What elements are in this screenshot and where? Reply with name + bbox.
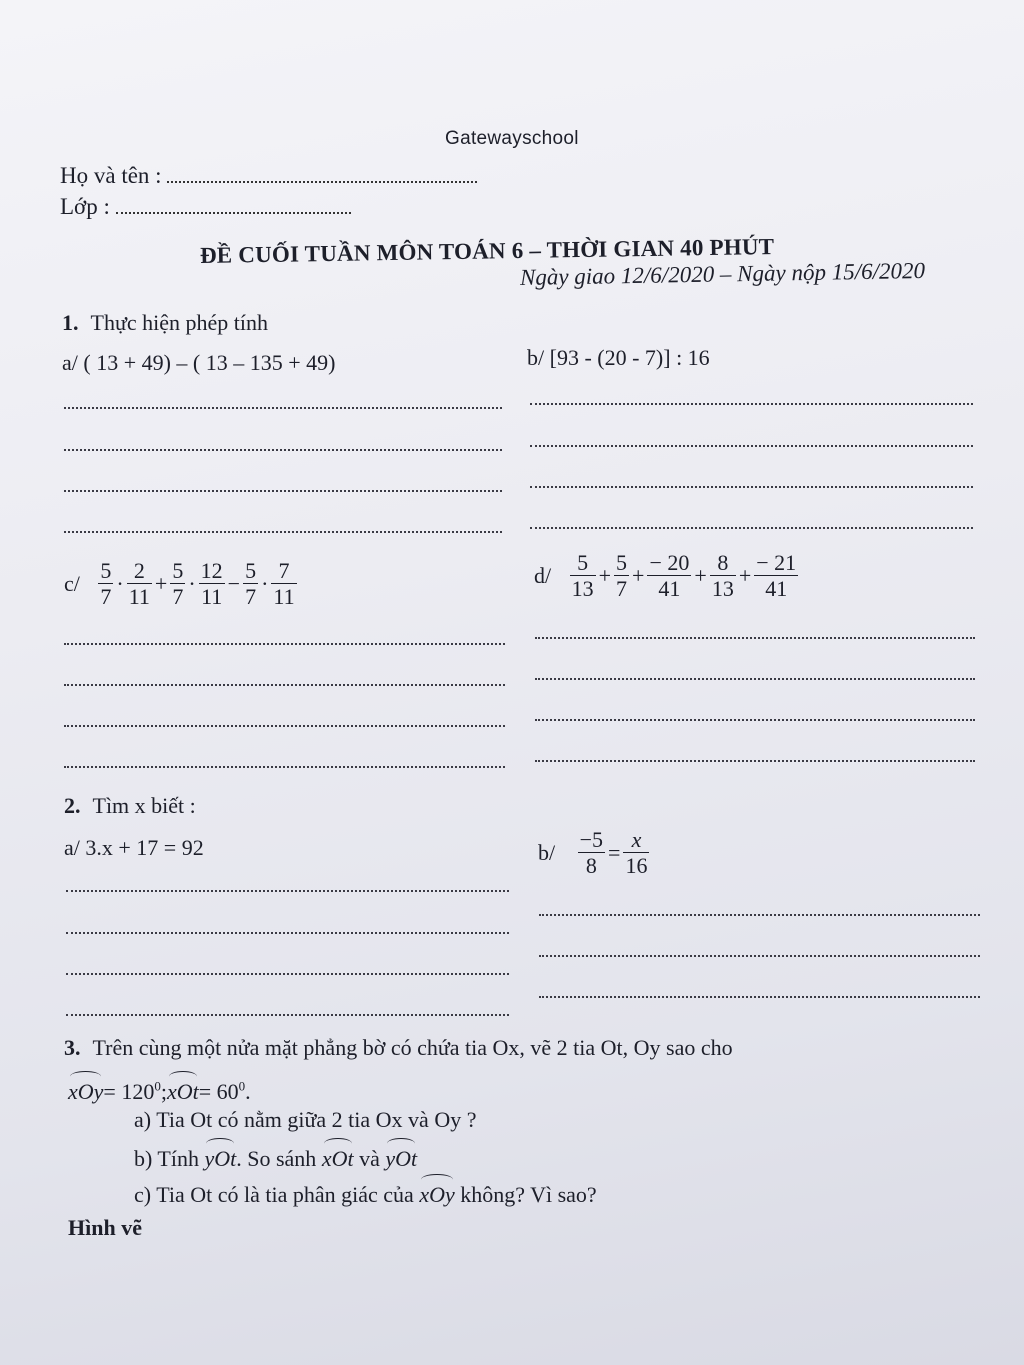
answer-line <box>64 449 502 451</box>
answer-line <box>530 403 973 405</box>
answer-line <box>64 643 505 645</box>
class-blank <box>116 198 351 214</box>
answer-line <box>530 527 973 529</box>
fraction: $\frac{8}{13}$ <box>711 550 734 602</box>
q1-part-c: c/ $\frac{5}{7}$ · $\frac{2}{11}$ + $\frac{5}{7}$ · $\frac{12}{11}$ − $\frac{5}{7}$ · $\frac{7}{11}$ <box>64 558 295 610</box>
q1-part-d: d/ $\frac{5}{13}$ + $\frac{5}{7}$ + $\frac{- 20}{41}$ + $\frac{8}{13}$ + $\frac{- 21}{41}$ <box>534 550 797 602</box>
answer-line <box>535 760 975 762</box>
angle-xoy: xOy <box>68 1075 103 1105</box>
q2-part-a: a/ 3.x + 17 = 92 <box>64 835 204 860</box>
answer-line <box>64 684 505 686</box>
q3-number: 3. <box>64 1035 81 1060</box>
angle-yot: yOt <box>385 1142 417 1172</box>
assignment-dates: Ngày giao 12/6/2020 – Ngày nộp 15/6/2020 <box>519 257 926 290</box>
answer-line <box>66 1014 509 1016</box>
fraction: $\frac{- 20}{41}$ <box>649 550 690 602</box>
name-field <box>60 163 477 189</box>
q1-c-label: c/ <box>64 570 80 596</box>
answer-line <box>66 932 509 934</box>
fraction: $\frac{7}{11}$ <box>273 558 295 610</box>
answer-line <box>535 719 975 721</box>
answer-line <box>64 766 505 768</box>
answer-line <box>530 445 973 447</box>
fraction: $\frac{5}{7}$ <box>100 558 112 610</box>
answer-line <box>539 955 980 957</box>
page-title: ĐỀ CUỐI TUẦN MÔN TOÁN 6 – THỜI GIAN 40 PHÚT <box>199 233 775 268</box>
q3-statement <box>64 1035 964 1061</box>
fraction: $\frac{-5}{8}$ <box>579 827 604 879</box>
fraction: $\frac{5}{7}$ <box>616 550 628 602</box>
answer-line <box>64 490 502 492</box>
answer-line <box>64 725 505 727</box>
answer-line <box>535 637 975 639</box>
fraction: $\frac{2}{11}$ <box>128 558 150 610</box>
fraction: $\frac{- 21}{41}$ <box>756 550 797 602</box>
q1-part-a: a/ ( 13 + 49) – ( 13 – 135 + 49) <box>62 350 336 375</box>
name-blank <box>167 167 477 183</box>
answer-line <box>64 531 502 533</box>
angle-yot: yOt <box>204 1142 236 1172</box>
answer-line <box>530 486 973 488</box>
figure-label: Hình vẽ <box>68 1215 142 1240</box>
q2-title: Tìm x biết : <box>92 793 196 818</box>
angle-xot: xOt <box>322 1142 354 1172</box>
q3-item-b: b) Tính yOt. So sánh xOt và yOt <box>134 1142 417 1172</box>
q2-b-label: b/ <box>538 839 556 865</box>
class-field <box>60 194 351 220</box>
q1-part-b: b/ [93 - (20 - 7)] : 16 <box>527 345 710 370</box>
answer-line <box>66 890 509 892</box>
q1-heading <box>62 310 268 336</box>
fraction: $\frac{x}{16}$ <box>625 827 648 879</box>
answer-line <box>539 996 980 998</box>
class-label: Lớp : <box>60 194 110 219</box>
q3-given: $xOy= 120^0;xOt= 60^0$. <box>68 1075 251 1105</box>
angle-xoy: xOy <box>419 1178 454 1208</box>
name-label: Họ và tên : <box>60 163 162 188</box>
angle-xot: xOt <box>167 1075 199 1105</box>
q3-text: Trên cùng một nửa mặt phẳng bờ có chứa tia Ox, vẽ 2 tia Ot, Oy sao cho <box>92 1035 733 1060</box>
answer-line <box>539 914 980 916</box>
q1-d-label: d/ <box>534 562 552 588</box>
q1-title: Thực hiện phép tính <box>90 310 268 335</box>
fraction: $\frac{5}{13}$ <box>571 550 594 602</box>
fraction: $\frac{5}{7}$ <box>172 558 184 610</box>
q3-item-c: c) Tia Ot có là tia phân giác của xOy không? Vì sao? <box>134 1178 597 1208</box>
q2-number: 2. <box>64 793 81 818</box>
answer-line <box>535 678 975 680</box>
answer-line <box>66 973 509 975</box>
fraction: $\frac{5}{7}$ <box>245 558 257 610</box>
q1-number: 1. <box>62 310 79 335</box>
q3-item-a: a) Tia Ot có nằm giữa 2 tia Ox và Oy ? <box>134 1107 477 1132</box>
answer-line <box>64 407 502 409</box>
q2-heading <box>64 793 196 819</box>
fraction: $\frac{12}{11}$ <box>200 558 223 610</box>
q2-part-b: b/ $\frac{-5}{8}$ = $\frac{x}{16}$ <box>538 827 648 879</box>
school-name: Gatewayschool <box>445 128 579 149</box>
